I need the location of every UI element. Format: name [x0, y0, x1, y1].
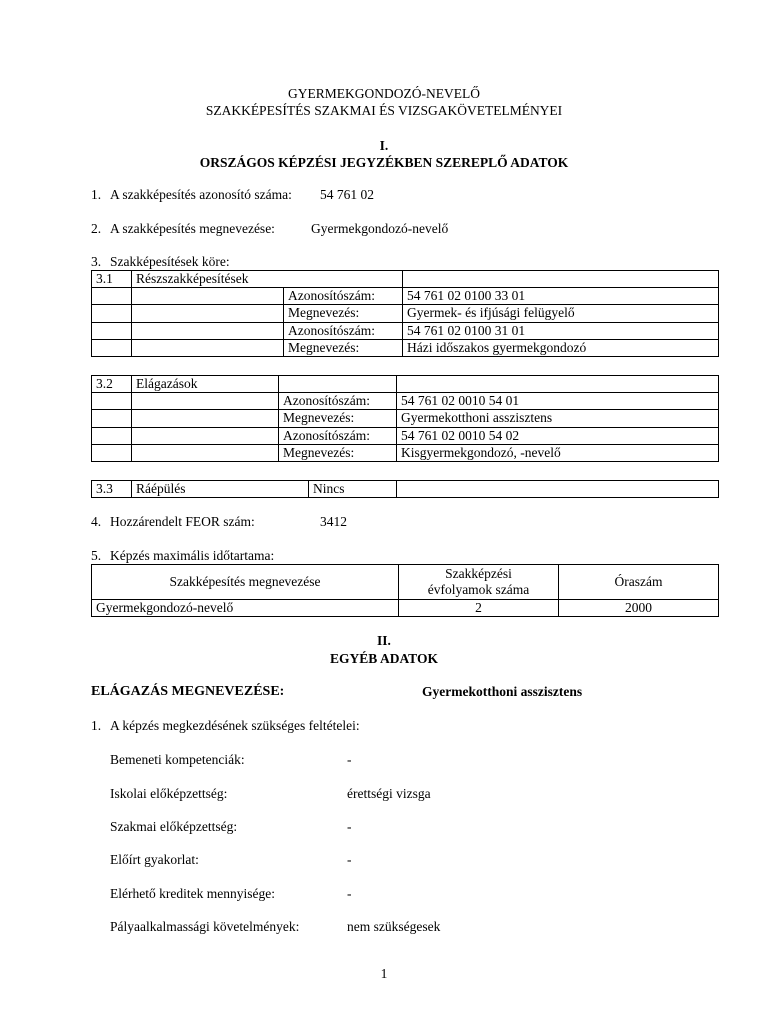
- condition-label: Pályaalkalmassági követelmények:: [110, 919, 300, 934]
- table-3-3-value: Nincs: [309, 481, 397, 498]
- table-header-row: [92, 565, 719, 600]
- row-label: Azonosítószám:: [279, 393, 397, 410]
- document-title-line2: SZAKKÉPESÍTÉS SZAKMAI ÉS VIZSGAKÖVETELMÉNYEI: [205, 103, 563, 118]
- section2-number: II.: [377, 633, 391, 648]
- table-row: [92, 393, 719, 410]
- column-header-years: [399, 565, 559, 600]
- table-row: [92, 444, 719, 461]
- table-row: [92, 427, 719, 444]
- row-label: Megnevezés:: [279, 410, 397, 427]
- cell-name: Gyermekgondozó-nevelő: [92, 600, 399, 617]
- section1-number: I.: [379, 138, 389, 153]
- condition-value: -: [347, 819, 352, 834]
- row-label: Azonosítószám:: [284, 322, 403, 339]
- condition-label: Előírt gyakorlat:: [110, 852, 199, 867]
- item1-value: 54 761 02: [320, 187, 374, 202]
- row-label: Megnevezés:: [284, 339, 403, 356]
- section1-title: ORSZÁGOS KÉPZÉSI JEGYZÉKBEN SZEREPLŐ ADATOK: [199, 155, 569, 170]
- table-row: [92, 339, 719, 356]
- table-3-1-title: Részszakképesítések: [132, 271, 403, 288]
- condition-value: -: [347, 752, 352, 767]
- condition-label: Szakmai előképzettség:: [110, 819, 238, 834]
- condition-value: nem szükségesek: [347, 919, 441, 934]
- row-value: Kisgyermekgondozó, -nevelő: [397, 444, 719, 461]
- section2-title: EGYÉB ADATOK: [330, 651, 438, 666]
- row-value: 54 761 02 0100 31 01: [403, 322, 719, 339]
- row-label: Azonosítószám:: [284, 288, 403, 305]
- item3-number: 3.: [91, 254, 102, 269]
- item1-label: A szakképesítés azonosító száma:: [110, 187, 292, 202]
- condition-label: Iskolai előképzettség:: [110, 786, 228, 801]
- condition-label: Bemeneti kompetenciák:: [110, 752, 245, 767]
- cell-years: 2: [399, 600, 559, 617]
- branch-label: ELÁGAZÁS MEGNEVEZÉSE:: [91, 684, 285, 699]
- table-row: [92, 600, 719, 617]
- table-3-3-title: Ráépülés: [132, 481, 309, 498]
- column-header-name: Szakképesítés megnevezése: [92, 565, 399, 600]
- table-3-1: [91, 270, 719, 357]
- table-row: [92, 376, 719, 393]
- table-3-2-number: 3.2: [92, 376, 132, 393]
- item4-number: 4.: [91, 514, 102, 529]
- item4-label: Hozzárendelt FEOR szám:: [110, 514, 255, 529]
- item3-label: Szakképesítések köre:: [110, 254, 230, 269]
- table-3-3: [91, 480, 719, 498]
- row-value: 54 761 02 0010 54 01: [397, 393, 719, 410]
- column-header-years-line1: Szakképzési: [445, 566, 512, 582]
- item4-value: 3412: [320, 514, 347, 529]
- table-row: [92, 410, 719, 427]
- item2-number: 2.: [91, 221, 102, 236]
- item2-label: A szakképesítés megnevezése:: [110, 221, 275, 236]
- condition-value: -: [347, 852, 352, 867]
- table-3-3-number: 3.3: [92, 481, 132, 498]
- row-value: Házi időszakos gyermekgondozó: [403, 339, 719, 356]
- page-number: 1: [380, 966, 388, 981]
- table-row: [92, 305, 719, 322]
- table-3-1-number: 3.1: [92, 271, 132, 288]
- table-row: [92, 288, 719, 305]
- item1-number: 1.: [91, 187, 102, 202]
- table-row: [92, 271, 719, 288]
- item2-value: Gyermekgondozó-nevelő: [311, 221, 449, 236]
- item5-number: 5.: [91, 548, 102, 563]
- row-label: Megnevezés:: [279, 444, 397, 461]
- row-label: Azonosítószám:: [279, 427, 397, 444]
- branch-value: Gyermekotthoni asszisztens: [422, 684, 583, 699]
- column-header-years-line2: évfolyamok száma: [427, 582, 530, 597]
- column-header-hours: Óraszám: [559, 565, 719, 600]
- section2-item1-number: 1.: [91, 718, 102, 733]
- row-label: Megnevezés:: [284, 305, 403, 322]
- cell-hours: 2000: [559, 600, 719, 617]
- section2-item1-label: A képzés megkezdésének szükséges feltételei:: [110, 718, 360, 733]
- table-3-2: [91, 375, 719, 462]
- row-value: Gyermek- és ifjúsági felügyelő: [403, 305, 719, 322]
- table-3-2-title: Elágazások: [132, 376, 279, 393]
- condition-value: érettségi vizsga: [347, 786, 431, 801]
- document-title-line1: GYERMEKGONDOZÓ-NEVELŐ: [288, 86, 480, 101]
- table-row: [92, 322, 719, 339]
- row-value: Gyermekotthoni asszisztens: [397, 410, 719, 427]
- duration-table: [91, 564, 719, 617]
- row-value: 54 761 02 0100 33 01: [403, 288, 719, 305]
- row-value: 54 761 02 0010 54 02: [397, 427, 719, 444]
- table-row: [92, 481, 719, 498]
- condition-value: -: [347, 886, 352, 901]
- item5-label: Képzés maximális időtartama:: [110, 548, 275, 563]
- condition-label: Elérhető kreditek mennyisége:: [110, 886, 275, 901]
